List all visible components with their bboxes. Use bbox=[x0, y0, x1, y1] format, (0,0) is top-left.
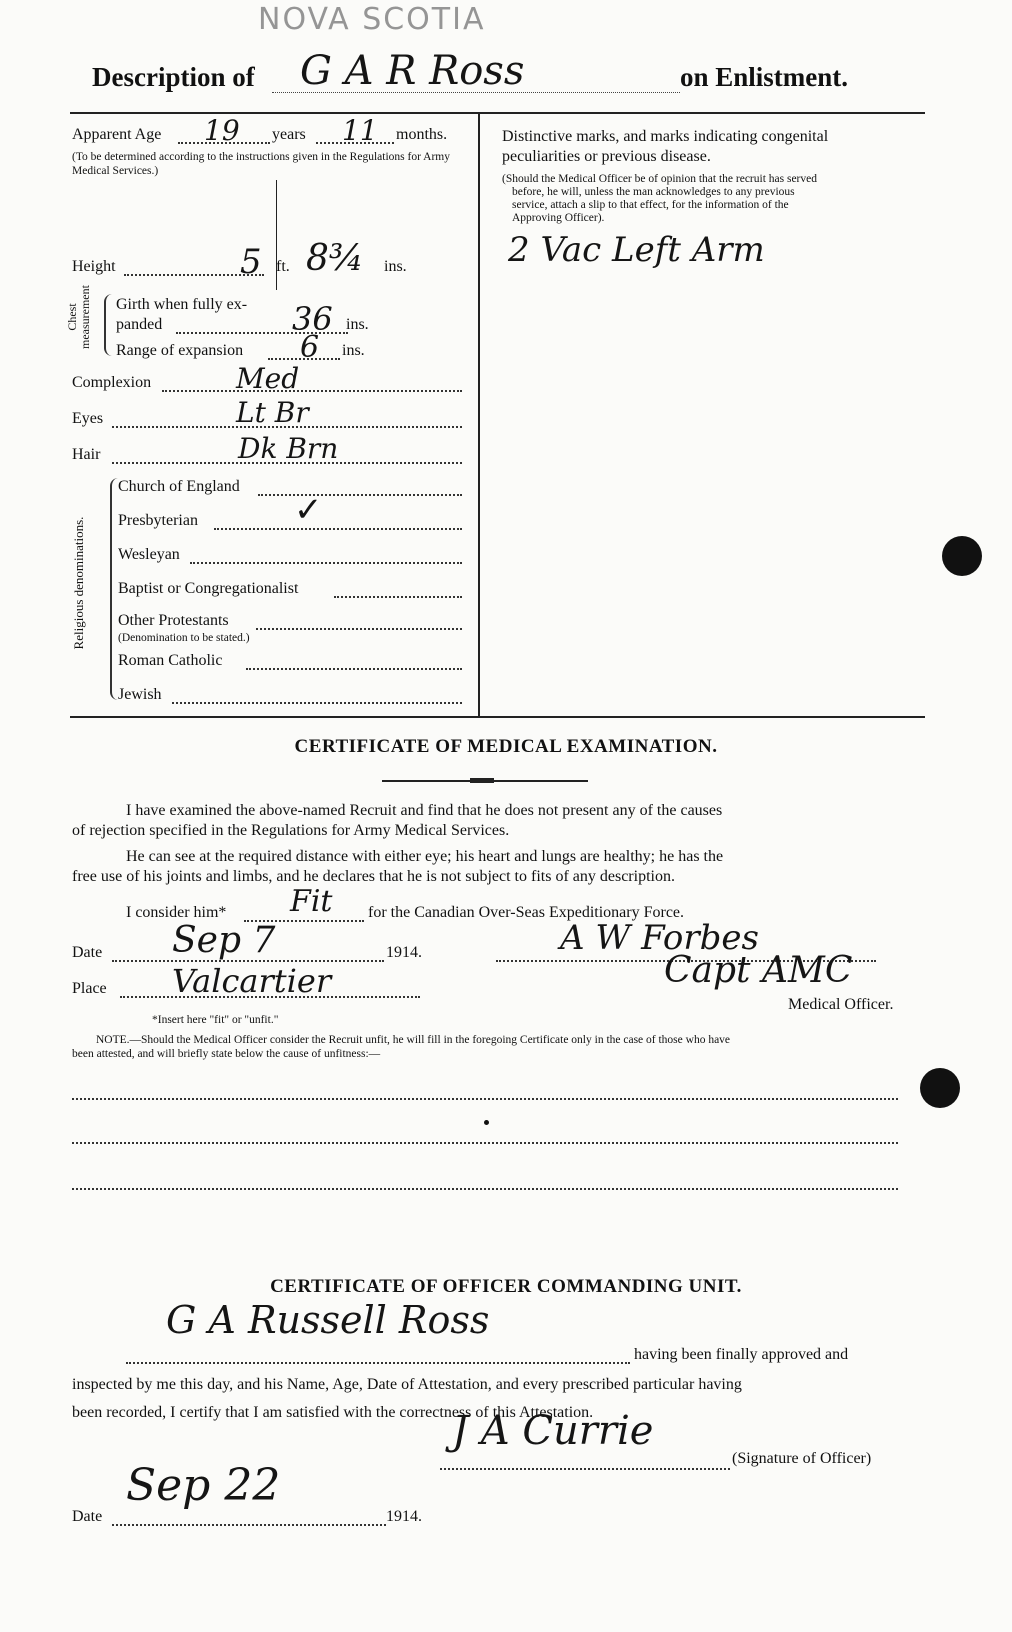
commanding-date-value: Sep 22 bbox=[126, 1460, 281, 1511]
commanding-date-label: Date bbox=[72, 1508, 103, 1525]
table-bottom-rule bbox=[70, 716, 925, 718]
chest-measurement-label: Chest measurement bbox=[65, 285, 92, 349]
medical-officer-signature: A W Forbes bbox=[560, 918, 759, 958]
religion-baptist: Baptist or Congregationalist bbox=[118, 580, 299, 597]
coe-dots bbox=[258, 494, 462, 496]
medical-note-line2: been attested, and will briefly state below the cause of unfitness:— bbox=[72, 1048, 381, 1060]
eyes-value: Lt Br bbox=[236, 396, 309, 429]
medical-p1-line1: I have examined the above-named Recruit and find that he does not present any of the causes bbox=[126, 802, 723, 819]
religion-church-of-england: Church of England bbox=[118, 478, 240, 495]
religion-other-protestants: Other Protestants bbox=[118, 612, 229, 629]
medical-p2-line2: free use of his joints and limbs, and he declares that he is not subject to fits of any description. bbox=[72, 868, 675, 885]
years-label: years bbox=[272, 126, 306, 143]
title-description-of: Description of bbox=[92, 62, 255, 92]
presbyterian-check: ✓ bbox=[294, 490, 323, 530]
distinctive-marks-heading-2: peculiarities or previous disease. bbox=[502, 148, 711, 165]
apparent-age-label: Apparent Age bbox=[72, 126, 162, 143]
girth-label-line2: panded bbox=[116, 316, 163, 333]
punch-hole-lower bbox=[920, 1068, 960, 1108]
rc-dots bbox=[246, 668, 462, 670]
medical-note-line1: NOTE.—Should the Medical Officer consider the Recruit unfit, he will fill in the foregoing Certificate only in the case of those who have bbox=[96, 1034, 731, 1046]
religion-wesleyan: Wesleyan bbox=[118, 546, 180, 563]
stray-dot bbox=[484, 1120, 489, 1125]
hair-label: Hair bbox=[72, 446, 101, 463]
age-months-value: 11 bbox=[342, 114, 378, 147]
commanding-line3: been recorded, I certify that I am satisfied with the correctness of this Attestation. bbox=[72, 1404, 594, 1421]
medical-date-year: 1914. bbox=[386, 944, 422, 961]
title-on-enlistment: on Enlistment. bbox=[680, 62, 849, 92]
denomination-note: (Denomination to be stated.) bbox=[118, 632, 250, 644]
ft-label: ft. bbox=[276, 258, 290, 275]
ins-label: ins. bbox=[384, 258, 407, 275]
consider-fit-value: Fit bbox=[290, 884, 333, 919]
commanding-line1-suffix: having been finally approved and bbox=[634, 1346, 849, 1363]
commanding-signature-dots bbox=[440, 1468, 730, 1470]
range-label: Range of expansion bbox=[116, 342, 244, 359]
jewish-dots bbox=[172, 702, 462, 704]
commanding-date-dots bbox=[112, 1524, 386, 1526]
recruit-name-header: G A R Ross bbox=[300, 48, 525, 94]
religion-roman-catholic: Roman Catholic bbox=[118, 652, 223, 669]
medical-date-label: Date bbox=[72, 944, 103, 961]
age-note: (To be determined according to the instructions given in the Regulations for Army Medical Services.) bbox=[72, 151, 450, 177]
distinctive-note-2: before, he will, unless the man acknowledges to any previous bbox=[512, 186, 795, 198]
hair-value: Dk Brn bbox=[238, 432, 339, 465]
baptist-dots bbox=[334, 596, 462, 598]
nova-scotia-stamp: NOVA SCOTIA bbox=[258, 2, 486, 37]
range-value: 6 bbox=[300, 330, 320, 365]
medical-certificate-title: CERTIFICATE OF MEDICAL EXAMINATION. bbox=[294, 736, 718, 757]
religion-presbyterian: Presbyterian bbox=[118, 512, 198, 529]
eyes-label: Eyes bbox=[72, 410, 104, 427]
religion-brace bbox=[110, 478, 118, 700]
range-unit: ins. bbox=[342, 342, 365, 359]
chest-brace bbox=[104, 294, 112, 356]
medical-p2-line1: He can see at the required distance with either eye; his heart and lungs are healthy; he has the bbox=[126, 848, 724, 865]
medical-title-rule-mark bbox=[470, 778, 494, 783]
complexion-value: Med bbox=[236, 362, 300, 395]
distinctive-marks-value: 2 Vac Left Arm bbox=[508, 230, 765, 270]
commanding-date-year: 1914. bbox=[386, 1508, 422, 1525]
insert-note: *Insert here "fit" or "unfit." bbox=[152, 1014, 279, 1026]
medical-p1-line2: of rejection specified in the Regulations for Army Medical Services. bbox=[72, 822, 510, 839]
commanding-name-dots bbox=[126, 1362, 630, 1364]
medical-place-label: Place bbox=[72, 980, 107, 997]
commanding-line2: inspected by me this day, and his Name, Age, Date of Attestation, and every prescribed particular having bbox=[72, 1376, 742, 1393]
distinctive-note-1: (Should the Medical Officer be of opinion that the recruit has served bbox=[502, 173, 817, 185]
months-label: months. bbox=[396, 126, 448, 143]
column-divider bbox=[478, 114, 480, 716]
unfitness-line-3 bbox=[72, 1188, 898, 1190]
presbyterian-dots bbox=[214, 528, 462, 530]
girth-label-line1: Girth when fully ex- bbox=[116, 296, 248, 313]
religious-denominations-label: Religious denominations. bbox=[71, 516, 86, 650]
commanding-recruit-name: G A Russell Ross bbox=[166, 1298, 490, 1342]
girth-unit: ins. bbox=[346, 316, 369, 333]
header-rule bbox=[70, 112, 925, 114]
complexion-label: Complexion bbox=[72, 374, 152, 391]
religion-jewish: Jewish bbox=[118, 686, 162, 703]
medical-place-value: Valcartier bbox=[172, 962, 332, 1000]
medical-officer-label: Medical Officer. bbox=[788, 996, 894, 1013]
unfitness-line-2 bbox=[72, 1142, 898, 1144]
distinctive-note-4: Approving Officer). bbox=[512, 212, 605, 224]
punch-hole-upper bbox=[942, 536, 982, 576]
height-ins-value: 8¾ bbox=[306, 238, 364, 279]
height-ft-value: 5 bbox=[240, 242, 262, 282]
commanding-officer-signature: J A Currie bbox=[452, 1408, 654, 1454]
age-years-value: 19 bbox=[204, 114, 240, 147]
consider-label: I consider him* bbox=[126, 904, 227, 921]
wesleyan-dots bbox=[190, 562, 462, 564]
commanding-certificate-title: CERTIFICATE OF OFFICER COMMANDING UNIT. bbox=[270, 1276, 742, 1297]
height-label: Height bbox=[72, 258, 116, 275]
medical-date-value: Sep 7 bbox=[172, 920, 276, 961]
complexion-dots bbox=[162, 390, 462, 392]
commanding-signature-label: (Signature of Officer) bbox=[732, 1450, 872, 1467]
distinctive-marks-heading-1: Distinctive marks, and marks indicating congenital bbox=[502, 128, 829, 145]
other-dots bbox=[256, 628, 462, 630]
girth-value: 36 bbox=[292, 300, 333, 338]
medical-officer-rank: Capt AMC bbox=[664, 950, 853, 991]
unfitness-line-1 bbox=[72, 1098, 898, 1100]
distinctive-note-3: service, attach a slip to that effect, for the information of the bbox=[512, 199, 789, 211]
header-name-dots bbox=[272, 92, 680, 93]
consider-suffix: for the Canadian Over-Seas Expeditionary Force. bbox=[368, 904, 685, 921]
